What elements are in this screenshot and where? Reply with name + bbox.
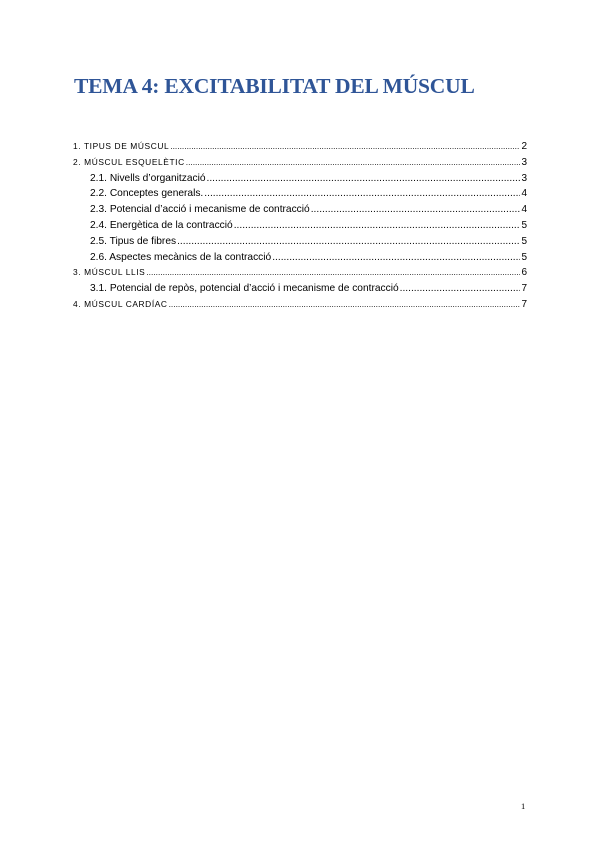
toc-page-number: 6 [521, 267, 527, 279]
toc-dot-leader [170, 139, 520, 155]
toc-entry-muscul-esqueletic[interactable] [73, 155, 527, 171]
toc-dot-leader [207, 171, 521, 187]
toc-dot-leader [204, 186, 520, 202]
toc-entry-potencial-accio-contraccio[interactable] [73, 202, 527, 218]
document-title: TEMA 4: EXCITABILITAT DEL MÚSCUL [74, 74, 475, 98]
toc-entry-potencial-repos[interactable] [73, 281, 527, 297]
toc-dot-leader [234, 218, 521, 234]
toc-entry-label: 2.5. Tipus de fibres [90, 235, 177, 247]
toc-dot-leader [186, 155, 521, 171]
toc-page-number: 3 [521, 156, 527, 168]
toc-entry-label: 2.4. Energètica de la contracció [90, 219, 233, 231]
toc-entry-conceptes-generals[interactable] [73, 186, 527, 202]
toc-page-number: 7 [521, 283, 527, 295]
toc-entry-label: 2. MÚSCUL ESQUELÈTIC [73, 156, 185, 167]
toc-entry-label: 2.2. Conceptes generals. [90, 188, 204, 200]
toc-entry-tipus-de-muscul[interactable] [73, 139, 527, 155]
toc-entry-tipus-fibres[interactable] [73, 234, 527, 250]
toc-page-number: 4 [521, 204, 527, 216]
toc-entry-label: 1. TIPUS DE MÚSCUL [73, 141, 170, 151]
toc-page-number: 5 [521, 219, 527, 231]
toc-entry-muscul-llis[interactable] [73, 265, 527, 281]
toc-entry-label: 2.6. Aspectes mecànics de la contracció [90, 251, 272, 263]
toc-entry-nivells-organitzacio[interactable] [73, 171, 527, 187]
toc-page-number: 5 [521, 235, 527, 247]
toc-page-number: 7 [521, 298, 527, 310]
toc-dot-leader [272, 250, 520, 266]
toc-entry-label: 4. MÚSCUL CARDÍAC [73, 298, 168, 309]
toc-entry-label: 2.3. Potencial d’acció i mecanisme de contracció [90, 204, 310, 216]
toc-entry-label: 2.1. Nivells d’organització [90, 172, 206, 184]
page-number: 1 [521, 801, 526, 811]
toc-dot-leader [169, 297, 521, 313]
toc-dot-leader [311, 202, 521, 218]
toc-entry-label: 3.1. Potencial de repòs, potencial d’acció i mecanisme de contracció [90, 283, 399, 295]
toc-page-number: 5 [521, 251, 527, 263]
toc-dot-leader [177, 234, 520, 250]
toc-page-number: 2 [521, 141, 527, 152]
toc-entry-energetica-contraccio[interactable] [73, 218, 527, 234]
toc-page-number: 4 [521, 188, 527, 200]
toc-dot-leader [146, 265, 520, 281]
toc-dot-leader [400, 281, 521, 297]
toc-entry-muscul-cardiac[interactable] [73, 297, 527, 313]
toc-entry-label: 3. MÚSCUL LLIS [73, 267, 146, 278]
table-of-contents [73, 139, 527, 313]
toc-page-number: 3 [521, 172, 527, 184]
toc-entry-aspectes-mecanics[interactable] [73, 250, 527, 266]
